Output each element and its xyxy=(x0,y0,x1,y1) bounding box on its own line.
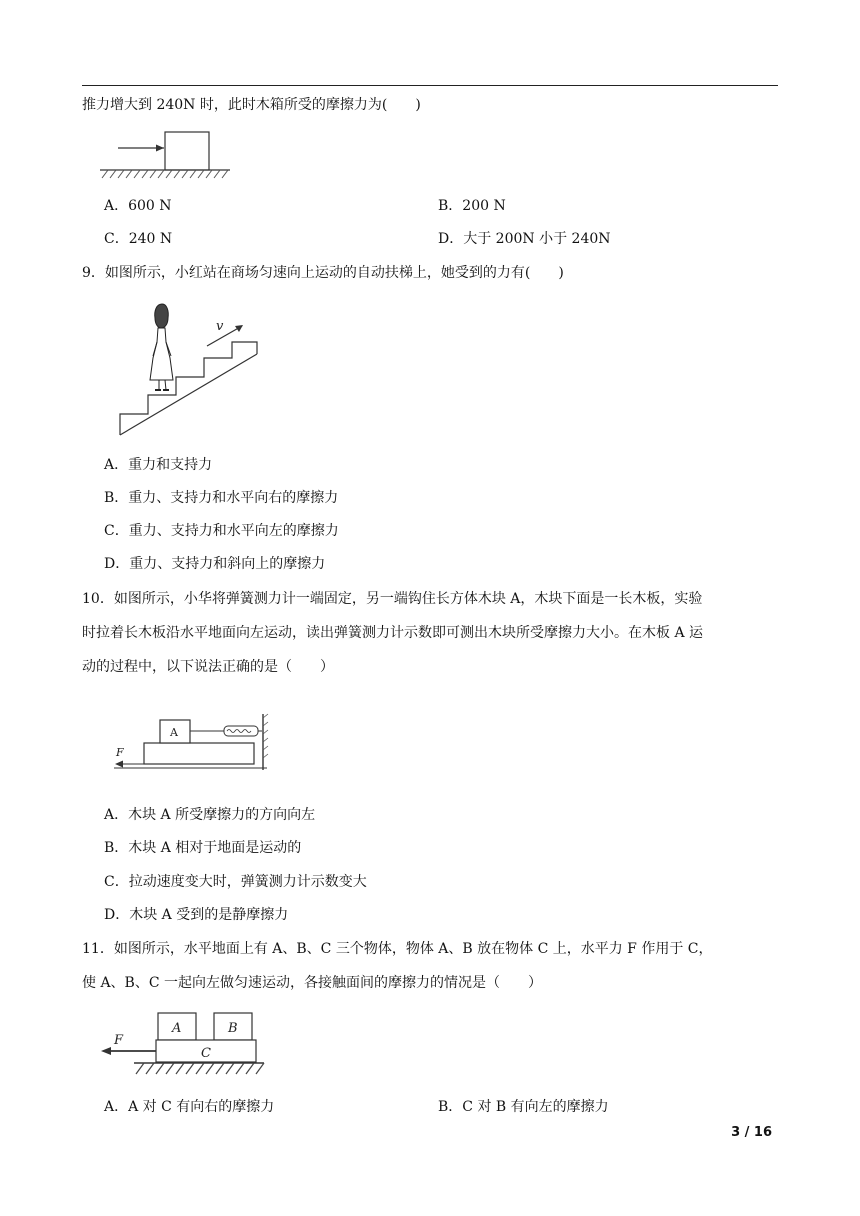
q8-option-a: A．600 N xyxy=(104,198,172,214)
q9-velocity-label: v xyxy=(216,319,224,334)
q10-force-label: F xyxy=(116,746,124,759)
q10-option-b: B．木块 A 相对于地面是运动的 xyxy=(104,840,302,856)
q11-label-b: B xyxy=(228,1021,238,1036)
q11-figure-abc-blocks xyxy=(98,1010,268,1082)
q10-stem-line-1: 10．如图所示，小华将弹簧测力计一端固定，另一端钩住长方体木块 A，木块下面是一长木板，实验 xyxy=(82,591,703,607)
q8-option-b: B．200 N xyxy=(438,198,506,214)
q8-stem-tail: 推力增大到 240N 时，此时木箱所受的摩擦力为( ) xyxy=(82,97,421,113)
q10-option-c: C．拉动速度变大时，弹簧测力计示数变大 xyxy=(104,874,367,890)
q10-option-d: D．木块 A 受到的是静摩擦力 xyxy=(104,907,289,923)
q9-stem: 9．如图所示，小红站在商场匀速向上运动的自动扶梯上，她受到的力有( ) xyxy=(82,265,564,281)
q10-figure-spring-scale xyxy=(112,712,272,774)
q10-option-a: A．木块 A 所受摩擦力的方向向左 xyxy=(104,807,316,823)
q11-stem-line-2: 使 A、B、C 一起向左做匀速运动，各接触面间的摩擦力的情况是（ ） xyxy=(82,975,543,991)
q9-figure-escalator xyxy=(115,298,265,438)
header-rule xyxy=(82,85,778,86)
q11-stem-line-1: 11．如图所示，水平地面上有 A、B、C 三个物体，物体 A、B 放在物体 C 上，水平力 F 作用于 C， xyxy=(82,941,713,957)
q10-stem-line-2: 时拉着长木板沿水平地面向左运动，读出弹簧测力计示数即可测出木块所受摩擦力大小。在木板 A 运 xyxy=(82,625,704,641)
q9-option-b: B．重力、支持力和水平向右的摩擦力 xyxy=(104,490,339,506)
q8-figure-box-pushed xyxy=(96,128,236,180)
q11-option-a: A．A 对 C 有向右的摩擦力 xyxy=(104,1099,275,1115)
page-number: 3 / 16 xyxy=(731,1125,772,1140)
q11-option-b: B．C 对 B 有向左的摩擦力 xyxy=(438,1099,609,1115)
q10-stem-line-3: 动的过程中，以下说法正确的是（ ） xyxy=(82,659,334,675)
q11-label-a: A xyxy=(172,1021,182,1036)
q9-option-d: D．重力、支持力和斜向上的摩擦力 xyxy=(104,556,326,572)
q8-option-d: D．大于 200N 小于 240N xyxy=(438,231,611,247)
q9-option-c: C．重力、支持力和水平向左的摩擦力 xyxy=(104,523,339,539)
q9-option-a: A．重力和支持力 xyxy=(104,457,213,473)
q11-force-label: F xyxy=(114,1033,124,1048)
q10-block-label: A xyxy=(170,726,178,739)
q11-label-c: C xyxy=(201,1046,211,1061)
girl-figure xyxy=(150,304,173,390)
spring-scale-body xyxy=(224,726,258,736)
q8-option-c: C．240 N xyxy=(104,231,173,247)
